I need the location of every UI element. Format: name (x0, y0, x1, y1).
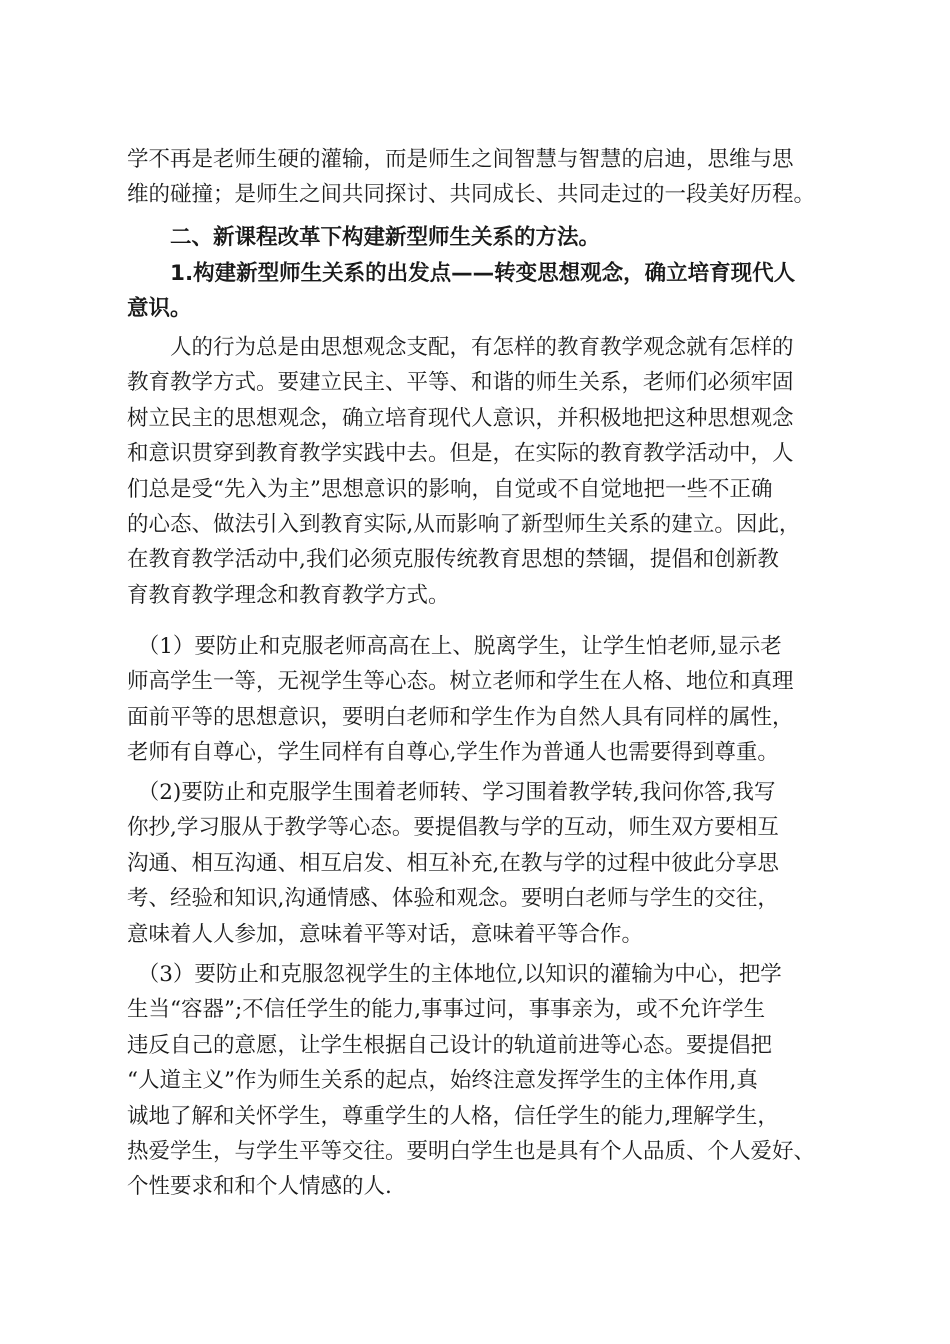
text-line: 意味着人人参加，意味着平等对话，意味着平等合作。 (127, 921, 644, 947)
text-line: （2)要防止和克服学生围着老师转、学习围着教学转,我问你答,我写 (127, 780, 776, 805)
text-line: 个性要求和和个人情感的人. (127, 1174, 392, 1200)
text-line: 维的碰撞；是师生之间共同探讨、共同成长、共同走过的一段美好历程。 (127, 182, 816, 208)
text-line: 师高学生一等，无视学生等心态。树立老师和学生在人格、地位和真理 (127, 669, 794, 695)
text-line: 诚地了解和关怀学生，尊重学生的人格，信任学生的能力,理解学生， (127, 1103, 779, 1129)
text-line: 学不再是老师生硬的灌输，而是师生之间智慧与智慧的启迪，思维与思 (127, 147, 794, 172)
intro-continuation-paragraph (127, 142, 827, 213)
body-paragraph (127, 330, 827, 613)
text-line: 和意识贯穿到教育教学实践中去。但是，在实际的教育教学活动中，人 (127, 441, 794, 467)
list-item-3 (127, 957, 827, 1205)
text-line: 生当“容器”;不信任学生的能力,事事过问，事事亲为，或不允许学生 (127, 997, 766, 1023)
text-line: 老师有自尊心，学生同样有自尊心,学生作为普通人也需要得到尊重。 (127, 740, 779, 766)
subheading-line: 1.构建新型师生关系的出发点——转变思想观念，确立培育现代人 (127, 261, 796, 286)
text-line: “人道主义”作为师生关系的起点，始终注意发挥学生的主体作用,真 (127, 1068, 758, 1094)
text-line: 面前平等的思想意识，要明白老师和学生作为自然人具有同样的属性， (127, 704, 794, 730)
text-line: 沟通、相互沟通、相互启发、相互补充,在教与学的过程中彼此分享思 (127, 850, 779, 876)
text-line: 树立民主的思想观念，确立培育现代人意识，并积极地把这种思想观念 (127, 405, 794, 431)
text-line: 的心态、做法引入到教育实际,从而影响了新型师生关系的建立。因此， (127, 511, 801, 537)
text-line: 们总是受“先入为主”思想意识的影响，自觉或不自觉地把一些不正确 (127, 476, 773, 502)
subheading-line: 意识。 (127, 296, 192, 322)
heading-line: 二、新课程改革下构建新型师生关系的方法。 (127, 225, 601, 250)
text-line: 热爱学生，与学生平等交往。要明白学生也是具有个人品质、个人爱好、 (127, 1138, 816, 1164)
text-line: 考、经验和知识,沟通情感、体验和观念。要明白老师与学生的交往， (127, 886, 779, 912)
text-line: 在教育教学活动中,我们必须克服传统教育思想的禁锢，提倡和创新教 (127, 547, 779, 573)
text-line: 你抄,学习服从于教学等心态。要提倡教与学的互动，师生双方要相互 (127, 815, 779, 841)
list-item-1 (127, 629, 827, 771)
text-line: 违反自己的意愿，让学生根据自己设计的轨道前进等心态。要提倡把 (127, 1032, 773, 1058)
text-line: 教育教学方式。要建立民主、平等、和谐的师生关系，老师们必须牢固 (127, 370, 794, 396)
list-item-2 (127, 775, 827, 952)
text-line: 人的行为总是由思想观念支配，有怎样的教育教学观念就有怎样的 (127, 335, 794, 360)
text-line: （3）要防止和克服忽视学生的主体地位,以知识的灌输为中心，把学 (127, 962, 782, 987)
text-line: （1）要防止和克服老师高高在上、脱离学生，让学生怕老师,显示老 (127, 634, 782, 659)
section-heading (127, 220, 827, 255)
subheading (127, 256, 827, 327)
text-line: 育教育教学理念和教育教学方式。 (127, 582, 450, 608)
